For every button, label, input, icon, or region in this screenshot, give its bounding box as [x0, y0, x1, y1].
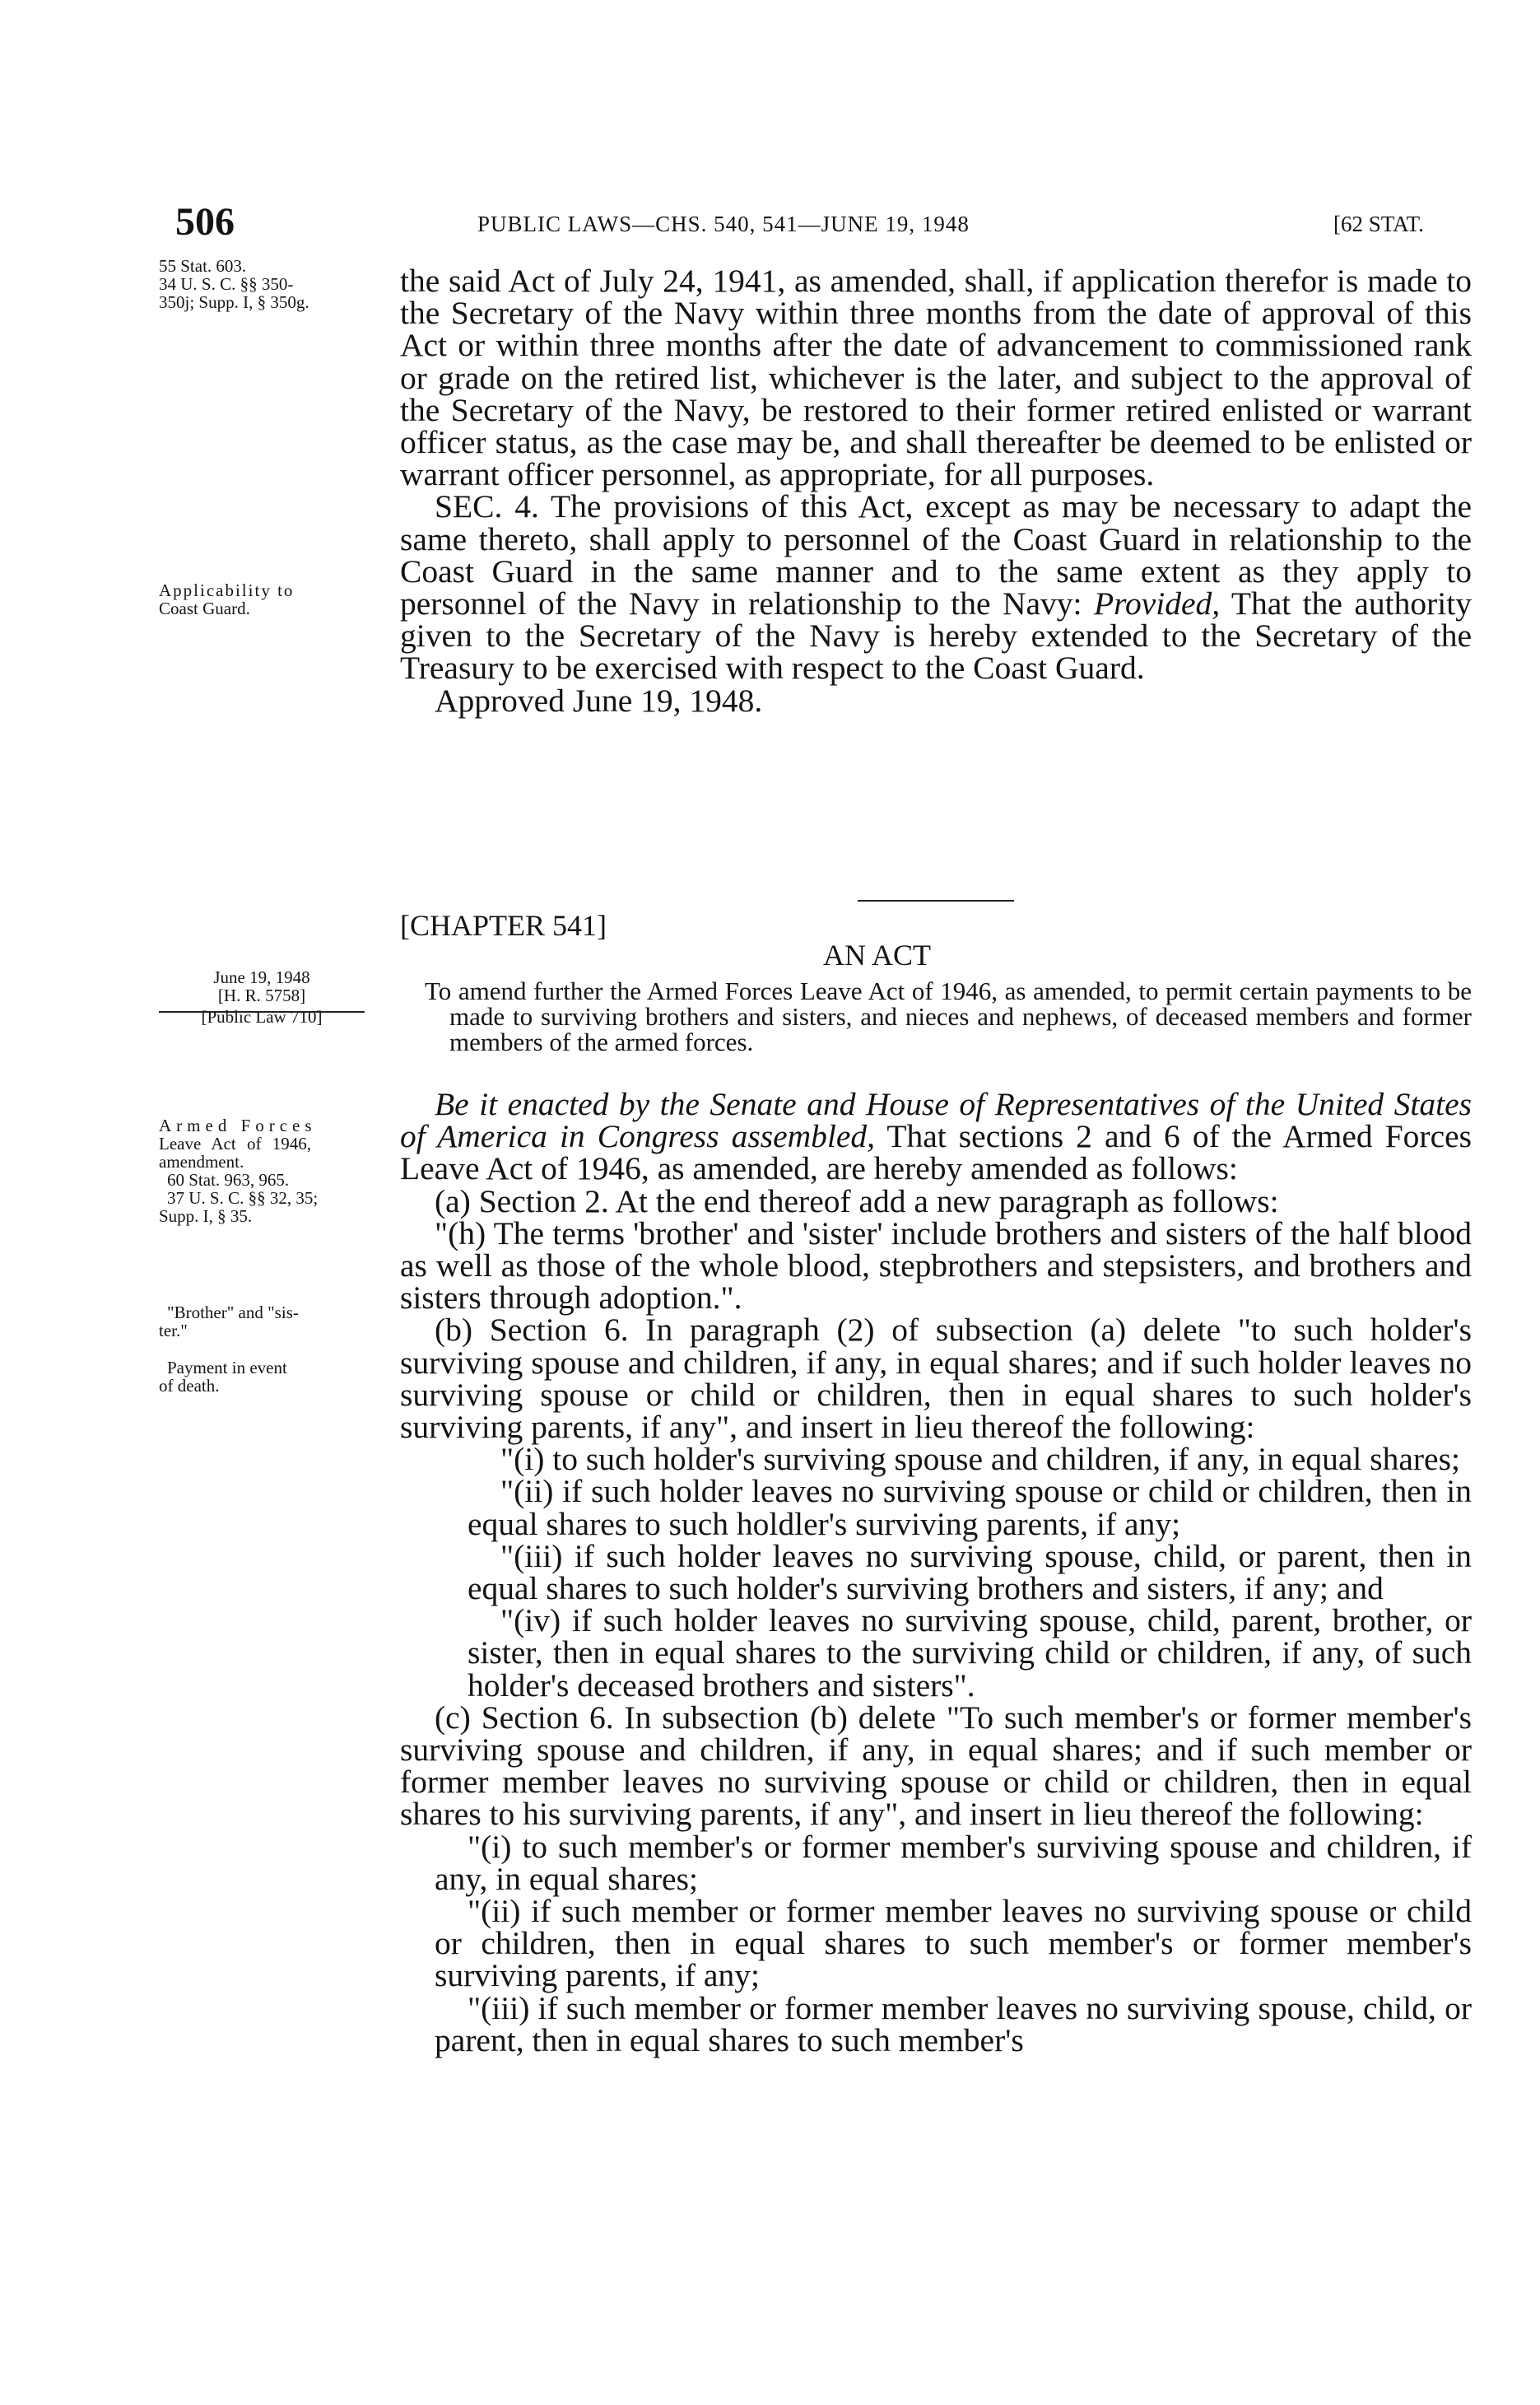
margin-line: 60 Stat. 963, 965. [167, 1170, 290, 1190]
margin-note-citation [159, 257, 369, 311]
margin-note-coast-guard [159, 581, 369, 618]
chapter-541-text [400, 1088, 1472, 2057]
section-text: The provisions of this Act, except as may be necessary to adapt the same thereto, shall apply to personnel of the Coast Guard in relationship to the Coast Guard in the same manner and to the same extent as they apply to personnel of the Navy in relationship to the Navy: [400, 488, 1472, 622]
margin-line: 37 U. S. C. §§ 32, 35; [167, 1188, 319, 1208]
margin-line: ter." [159, 1321, 188, 1340]
margin-line: Payment in event [167, 1358, 287, 1377]
margin-line: [Public Law 710] [201, 1007, 323, 1027]
clause-c-i: "(i) to such member's or former member's surviving spouse and children, if any, in equal shares; [435, 1828, 1472, 1897]
provided-italic: Provided, [1093, 585, 1221, 622]
an-act-heading: AN ACT [823, 939, 932, 972]
margin-line: Coast Guard. [159, 599, 250, 618]
margin-rule [159, 1011, 365, 1013]
clause-c-ii: "(ii) if such member or former member leaves no surviving spouse or child or children, then in equal shares to such member's or former member's surviving parents, if any; [435, 1893, 1472, 1994]
enacting-text: That sections 2 and 6 of the Armed Forces Leave Act of 1946, as amended, are hereby amended as follows: [400, 1118, 1473, 1187]
page-number: 506 [175, 200, 235, 244]
margin-note-amendment [159, 1116, 369, 1225]
section-4 [400, 488, 1472, 687]
clause-b-iv: "(iv) if such holder leaves no surviving spouse, child, parent, brother, or sister, then in equal shares to the surviving child or children, if any, of such holder's deceased brothers and sisters". [468, 1602, 1472, 1704]
margin-line: Armed Forces [159, 1116, 317, 1135]
paragraph-restoration: the said Act of July 24, 1941, as amended, shall, if application therefor is made to the Secretary of the Navy within three months from the date of approval of this Act or within three months after the date of advancement to commissioned rank or grade on the retired list, whichever is the later, and subject to the approval of the Secretary of the Navy, be restored to their former retired enlisted or warrant officer status, as the case may be, and shall thereafter be deemed to be enlisted or warrant officer personnel, as appropriate, for all purposes. [400, 263, 1472, 493]
amendment-a-h: "(h) The terms 'brother' and 'sister' include brothers and sisters of the half blood as well as those of the whole blood, stepbrothers and stepsisters, and brothers and sisters through adoption.". [400, 1214, 1472, 1317]
margin-line: amendment. [159, 1152, 244, 1172]
clause-c-iii: "(iii) if such member or former member leaves no surviving spouse, child, or parent, then in equal shares to such member's [435, 1989, 1472, 2058]
margin-line: 55 Stat. 603. [159, 256, 247, 276]
margin-line: 34 U. S. C. §§ 350- [159, 274, 294, 294]
margin-line: [H. R. 5758] [217, 986, 306, 1005]
margin-line: Applicability to [159, 580, 295, 600]
running-head: PUBLIC LAWS—CHS. 540, 541—JUNE 19, 1948 [477, 212, 970, 236]
margin-line: 350j; Supp. I, § 350g. [159, 292, 309, 312]
chapter-divider [858, 900, 1014, 902]
margin-line: Leave Act of 1946, [159, 1134, 311, 1154]
enacting-clause [400, 1088, 1472, 1186]
enacting-italic: Be it enacted by the Senate and House of Representatives of the United States of America in Congress assembled, [400, 1086, 1472, 1155]
margin-line: June 19, 1948 [213, 967, 310, 987]
clause-b-ii: "(ii) if such holder leaves no surviving spouse or child or children, then in equal shares to such holdler's surviving parents, if any; [468, 1473, 1472, 1542]
margin-note-bill-info [159, 968, 365, 1026]
chapter-540-text [400, 265, 1472, 717]
act-title [425, 978, 1472, 1055]
section-label: SEC. 4. [435, 488, 539, 525]
margin-line: Supp. I, § 35. [159, 1206, 253, 1226]
amendment-a: (a) Section 2. At the end thereof add a new paragraph as follows: [435, 1182, 1279, 1219]
margin-note-brother-sister [159, 1303, 369, 1340]
amendment-b: (b) Section 6. In paragraph (2) of subsection (a) delete "to such holder's surviving spouse and children, if any, in equal shares; and if such holder leaves no surviving spouse or child or children, then in equal shares to such holder's surviving parents, if any", and insert in lieu thereof the following: [400, 1312, 1472, 1446]
margin-line: of death. [159, 1376, 220, 1396]
section-text: That the authority given to the Secretary of the Navy is hereby extended to the Secretary of the Treasury to be exercised with respect to the Coast Guard. [400, 585, 1472, 687]
statute-reference: [62 STAT. [1333, 212, 1424, 236]
margin-line: "Brother" and "sis- [167, 1303, 299, 1322]
chapter-label: [CHAPTER 541] [400, 909, 607, 942]
clause-b-i: "(i) to such holder's surviving spouse and children, if any, in equal shares; [500, 1441, 1460, 1478]
clause-b-iii: "(iii) if such holder leaves no surviving spouse, child, or parent, then in equal shares to such holder's surviving brothers and sisters, if any; and [468, 1537, 1472, 1607]
amendment-c: (c) Section 6. In subsection (b) delete "To such member's or former member's surviving spouse and children, if any, in equal shares; and if such member or former member leaves no surviving spouse or child or children, then in equal shares to his surviving parents, if any", and insert in lieu thereof the following: [400, 1699, 1472, 1833]
amendment-c-clauses [400, 1828, 1472, 2058]
margin-note-payment [159, 1359, 369, 1395]
approval-line: Approved June 19, 1948. [435, 682, 763, 719]
act-title-text: To amend further the Armed Forces Leave Act of 1946, as amended, to permit certain payments to be made to surviving brothers and sisters, and nieces and nephews, of deceased members and former members of the armed forces. [425, 976, 1472, 1056]
amendment-b-clauses [400, 1443, 1472, 1702]
